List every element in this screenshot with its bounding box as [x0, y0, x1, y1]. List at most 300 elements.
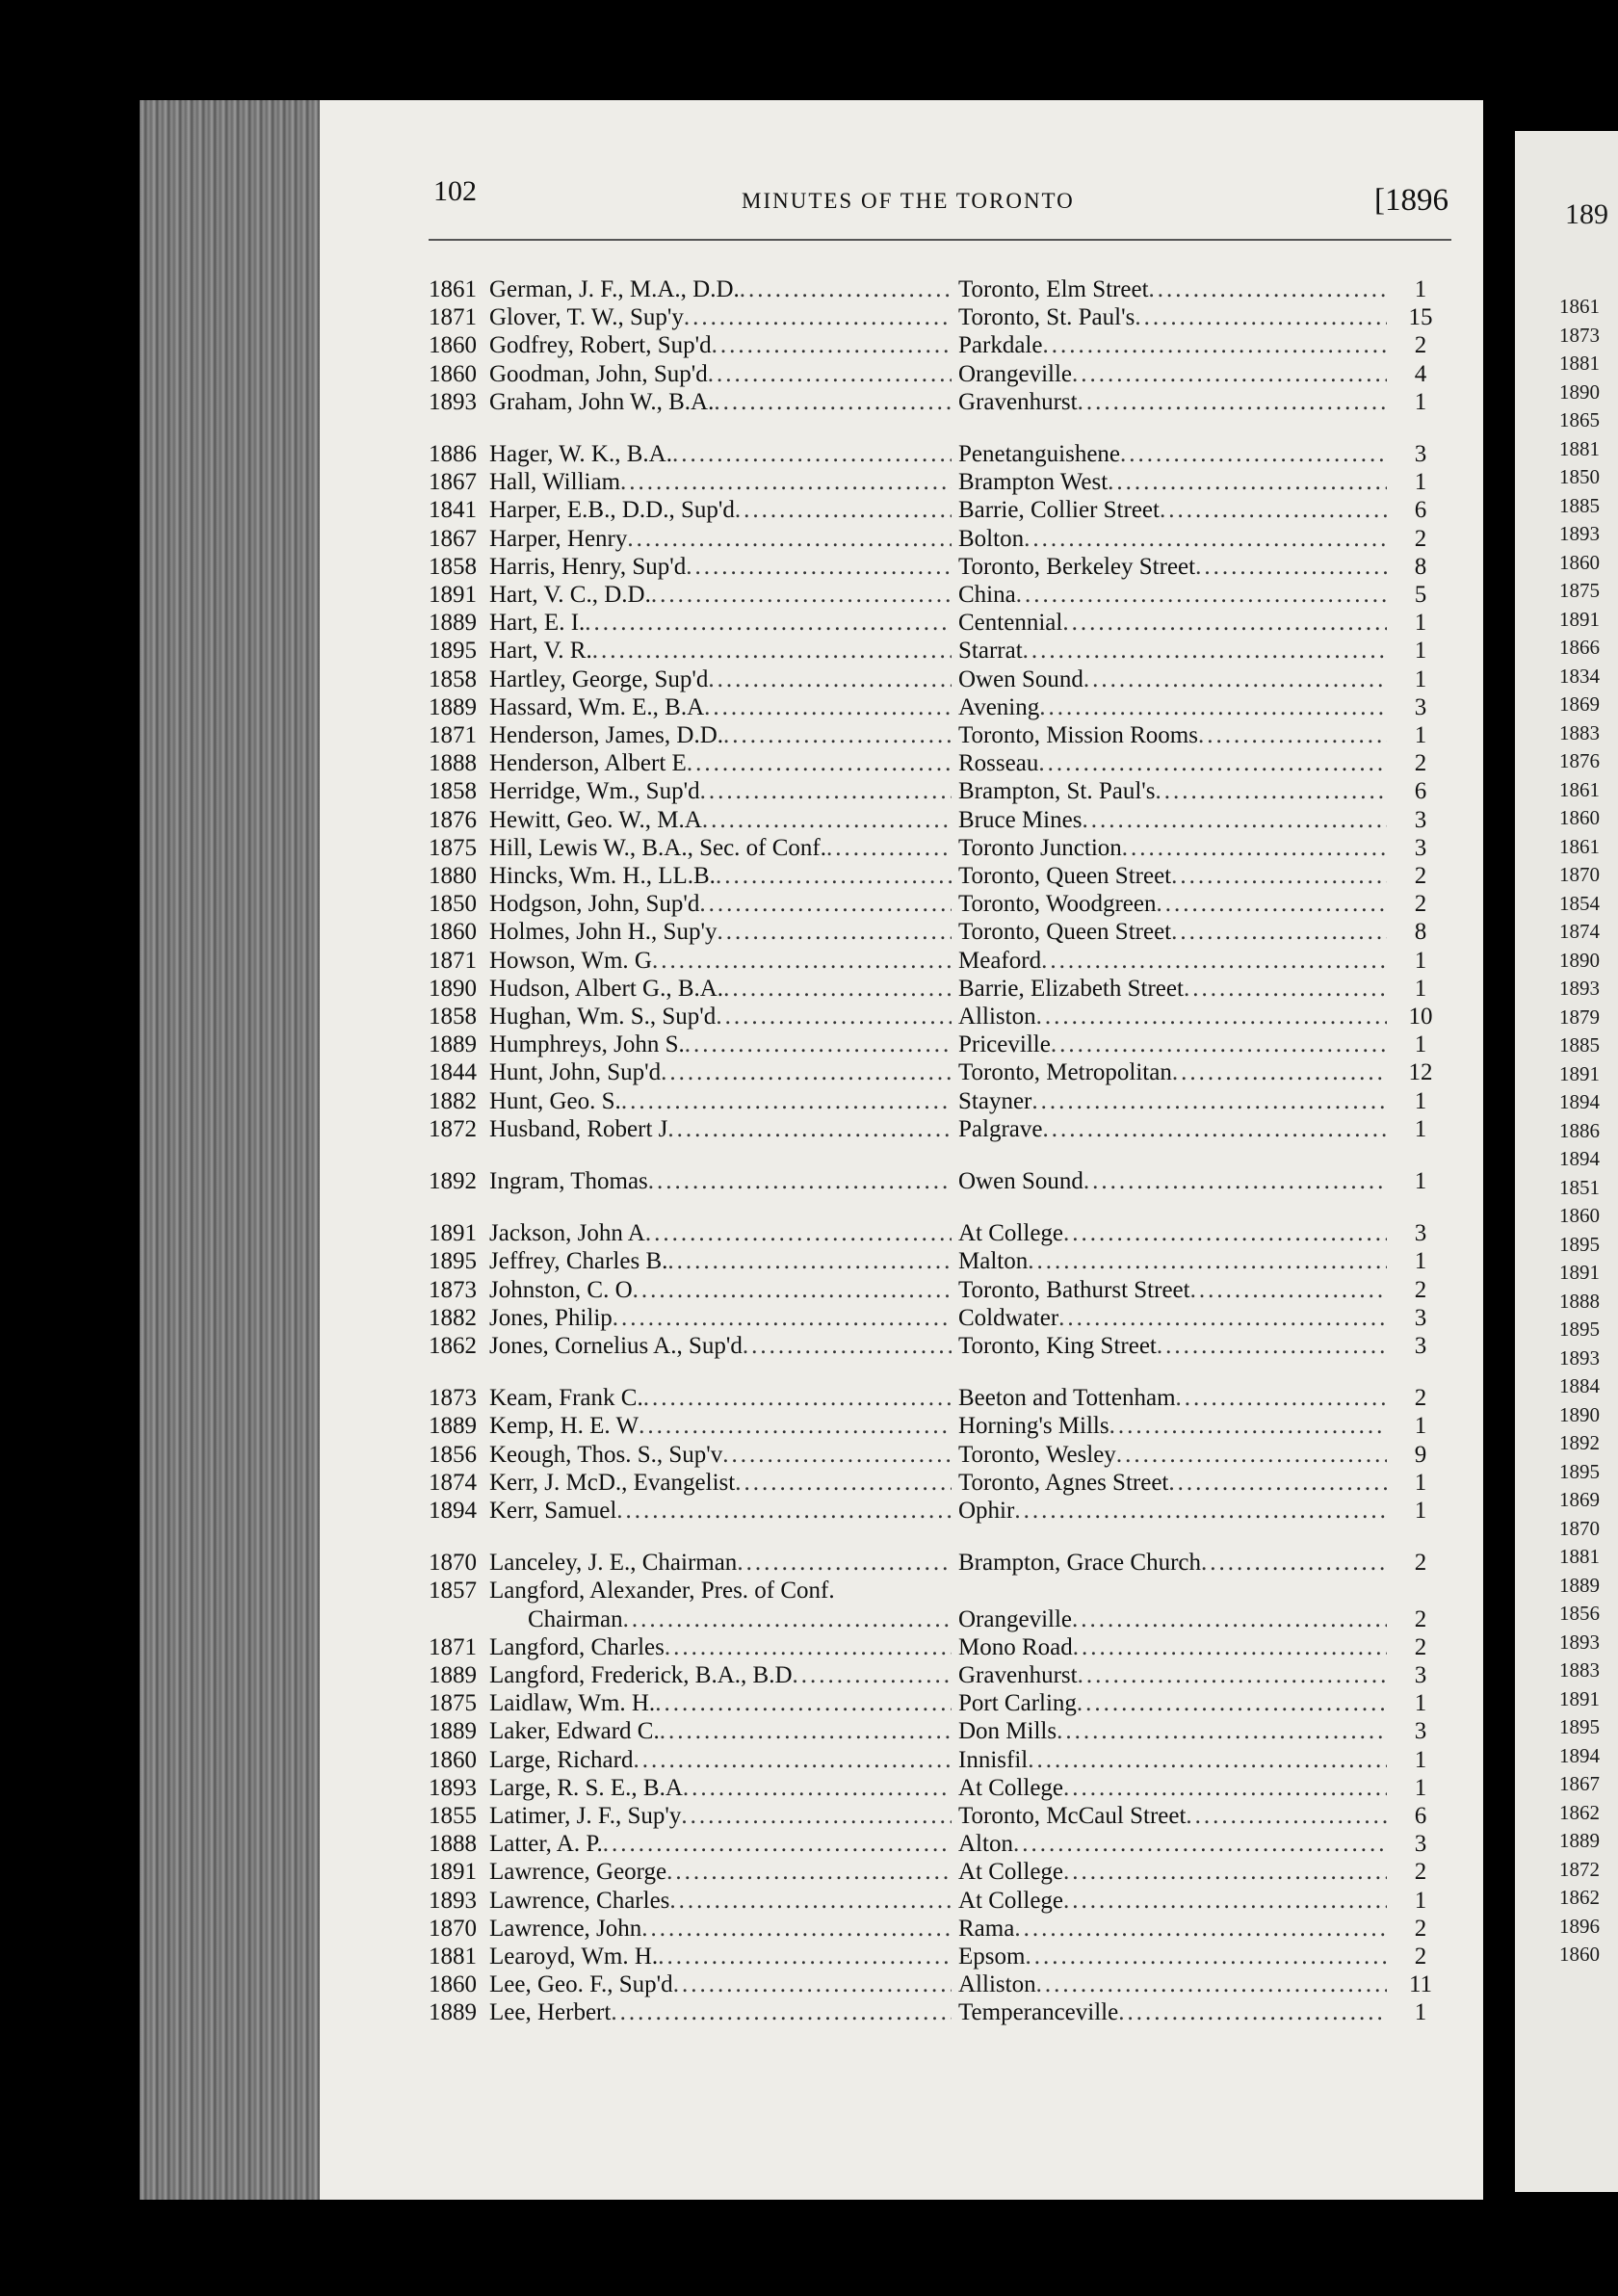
facing-page-year: 1861 — [1559, 295, 1600, 318]
entry-year: 1841 — [429, 497, 477, 524]
entry-year: 1881 — [429, 1944, 477, 1970]
entry-count: 4 — [1414, 360, 1427, 387]
entry-year: 1891 — [429, 582, 477, 608]
entry-station: Malton — [958, 1248, 1029, 1275]
table-row — [419, 553, 1459, 581]
facing-page-year: 1894 — [1559, 1743, 1600, 1767]
facing-page-year: 1851 — [1559, 1175, 1600, 1199]
entry-count: 1 — [1414, 722, 1427, 748]
facing-page-year: 1895 — [1559, 1715, 1600, 1738]
entry-name: Hassard, Wm. E., B.A — [489, 693, 705, 720]
entry-name: Kerr, J. McD., Evangelist — [489, 1469, 736, 1496]
entry-station: Toronto, Elm Street — [958, 276, 1149, 302]
entry-station: Orangeville — [958, 360, 1073, 387]
table-row — [419, 1633, 1459, 1661]
facing-page-year: 1893 — [1559, 1345, 1600, 1370]
table-row — [419, 275, 1459, 303]
entry-station: Meaford — [958, 947, 1042, 974]
entry-year: 1860 — [429, 1971, 477, 1998]
entry-year: 1857 — [429, 1578, 477, 1605]
entry-station: Temperanceville — [958, 1999, 1119, 2026]
facing-page-year: 1869 — [1559, 692, 1600, 716]
entry-count: 3 — [1414, 1220, 1427, 1247]
facing-page-year: 1862 — [1559, 1800, 1600, 1824]
entry-station: Gravenhurst — [958, 388, 1078, 415]
facing-page-year: 1862 — [1559, 1886, 1600, 1909]
facing-page-year: 1884 — [1559, 1374, 1600, 1397]
entry-count: 2 — [1414, 1915, 1427, 1942]
facing-page-year: 1893 — [1559, 1630, 1600, 1654]
facing-page-year: 1879 — [1559, 1004, 1600, 1029]
entry-count: 9 — [1414, 1441, 1427, 1468]
entry-year: 1895 — [429, 1248, 477, 1275]
entry-count: 1 — [1414, 610, 1427, 637]
table-row — [419, 468, 1459, 496]
facing-page-year: 1860 — [1559, 806, 1600, 829]
table-row — [419, 1115, 1459, 1143]
page-title: MINUTES OF THE TORONTO — [742, 189, 1075, 213]
entry-station: Bruce Mines — [958, 806, 1083, 833]
facing-page-year: 1890 — [1559, 379, 1600, 404]
entry-count: 2 — [1414, 1276, 1427, 1303]
table-row — [419, 1605, 1459, 1633]
entry-year: 1882 — [429, 1087, 477, 1114]
entry-station: Toronto, Bathurst Street — [958, 1276, 1190, 1303]
entry-name: Hart, E. I. — [489, 610, 586, 637]
entry-year: 1844 — [429, 1059, 477, 1086]
entry-station: Port Carling — [958, 1690, 1077, 1717]
entry-name: Hart, V. R. — [489, 638, 592, 665]
entry-name: Keam, Frank C. — [489, 1385, 643, 1412]
table-row — [419, 1332, 1459, 1360]
facing-page-year: 1860 — [1559, 1204, 1600, 1227]
entry-name: Johnston, C. O — [489, 1276, 633, 1303]
table-row — [419, 1717, 1459, 1745]
entry-count: 1 — [1414, 1774, 1427, 1801]
table-row — [419, 1276, 1459, 1304]
entry-name: German, J. F., M.A., D.D. — [489, 276, 740, 302]
table-row — [419, 1887, 1459, 1915]
entry-count: 2 — [1414, 1633, 1427, 1660]
entry-station: Centennial — [958, 610, 1063, 637]
facing-page-year: 1834 — [1559, 664, 1600, 688]
entry-year: 1860 — [429, 1746, 477, 1773]
facing-page-year: 1896 — [1559, 1914, 1600, 1938]
facing-page-year: 1860 — [1559, 1943, 1600, 1966]
table-row — [419, 1469, 1459, 1497]
entry-count: 12 — [1408, 1059, 1433, 1086]
entry-count: 2 — [1414, 1550, 1427, 1577]
entry-year: 1850 — [429, 891, 477, 918]
table-row — [419, 1549, 1459, 1577]
entry-name: Husband, Robert J — [489, 1115, 668, 1142]
entry-name: Harper, Henry — [489, 525, 628, 552]
entry-station: Toronto Junction — [958, 834, 1122, 861]
entry-station: At College — [958, 1859, 1064, 1886]
table-row — [419, 1746, 1459, 1774]
table-row — [419, 1167, 1459, 1195]
facing-page-year: 1893 — [1559, 977, 1600, 1000]
table-row — [419, 1661, 1459, 1689]
entry-name: Goodman, John, Sup'd — [489, 360, 708, 387]
table-row — [419, 388, 1459, 416]
entry-name: Large, Richard — [489, 1746, 634, 1773]
table-row — [419, 1943, 1459, 1970]
table-row — [419, 777, 1459, 805]
table-row — [419, 303, 1459, 331]
facing-page-year: 1885 — [1559, 493, 1600, 517]
entry-count: 2 — [1414, 1605, 1427, 1632]
header-year: [1896 — [1374, 183, 1448, 218]
entry-name: Ingram, Thomas — [489, 1168, 648, 1194]
entry-name: Laidlaw, Wm. H. — [489, 1690, 656, 1717]
entry-year: 1873 — [429, 1385, 477, 1412]
entry-station: Toronto, Woodgreen — [958, 891, 1157, 918]
entry-year: 1893 — [429, 1887, 477, 1914]
entry-name: Latter, A. P. — [489, 1831, 603, 1858]
entry-year: 1891 — [429, 1220, 477, 1247]
facing-page-year: 1860 — [1559, 550, 1600, 574]
entry-count: 3 — [1414, 1662, 1427, 1688]
entry-name: Herridge, Wm., Sup'd — [489, 778, 700, 805]
entry-name: Humphreys, John S. — [489, 1031, 685, 1058]
entry-name: Hall, William — [489, 469, 621, 496]
entry-count: 8 — [1414, 919, 1427, 946]
facing-page-year: 1874 — [1559, 920, 1600, 943]
page-edge-shading — [140, 100, 320, 2200]
facing-page-year: 1854 — [1559, 891, 1600, 915]
entry-count: 2 — [1414, 1859, 1427, 1886]
entry-count: 1 — [1414, 947, 1427, 974]
table-row — [419, 331, 1459, 359]
table-row — [419, 360, 1459, 388]
entry-station: Orangeville — [958, 1605, 1073, 1632]
entry-station: Gravenhurst — [958, 1662, 1078, 1688]
table-row — [419, 1441, 1459, 1469]
facing-page-year: 1866 — [1559, 636, 1600, 659]
entry-station: Owen Sound — [958, 1168, 1083, 1194]
table-row — [419, 1858, 1459, 1886]
entry-count: 5 — [1414, 582, 1427, 608]
table-row — [419, 496, 1459, 524]
entry-year: 1889 — [429, 1999, 477, 2026]
entry-count: 1 — [1414, 1469, 1427, 1496]
entry-year: 1889 — [429, 610, 477, 637]
entry-name: Glover, T. W., Sup'y — [489, 304, 684, 331]
facing-page-year: 1890 — [1559, 1402, 1600, 1426]
entry-station: Parkdale — [958, 332, 1043, 359]
entry-station: Mono Road — [958, 1633, 1073, 1660]
table-row — [419, 1058, 1459, 1086]
page-number: 102 — [433, 175, 477, 207]
entry-count: 1 — [1414, 1413, 1427, 1440]
entry-year: 1875 — [429, 834, 477, 861]
entry-station: Penetanguishene — [958, 441, 1121, 467]
entry-year: 1861 — [429, 276, 477, 302]
entry-count: 1 — [1414, 1887, 1427, 1914]
table-row — [419, 440, 1459, 468]
facing-page-year: 1850 — [1559, 465, 1600, 488]
entry-station: At College — [958, 1220, 1064, 1247]
entry-name: Langford, Alexander, Pres. of Conf. — [489, 1578, 835, 1605]
entry-count: 3 — [1414, 834, 1427, 861]
table-row — [419, 1219, 1459, 1247]
table-row — [419, 1003, 1459, 1031]
entry-name: Hager, W. K., B.A. — [489, 441, 672, 467]
entry-count: 8 — [1414, 553, 1427, 580]
facing-page-year: 1886 — [1559, 1118, 1600, 1142]
entry-name: Holmes, John H., Sup'y — [489, 919, 718, 946]
facing-page-year: 1870 — [1559, 1516, 1600, 1540]
table-row — [419, 1497, 1459, 1525]
facing-page-year: 1865 — [1559, 408, 1600, 431]
entry-station: Avening — [958, 693, 1040, 720]
facing-page-year: 1894 — [1559, 1090, 1600, 1113]
facing-page-year: 1894 — [1559, 1147, 1600, 1170]
entry-year: 1871 — [429, 1633, 477, 1660]
entry-name: Kemp, H. E. W — [489, 1413, 639, 1440]
facing-page-year: 1891 — [1559, 607, 1600, 631]
entry-station: Toronto, King Street — [958, 1333, 1157, 1359]
entry-station: Rama — [958, 1915, 1015, 1942]
entry-name: Laker, Edward C. — [489, 1718, 660, 1745]
entry-year: 1889 — [429, 1718, 477, 1745]
header-rule — [429, 239, 1451, 241]
entry-year: 1860 — [429, 360, 477, 387]
facing-page-year: 1891 — [1559, 1061, 1600, 1085]
table-row — [419, 637, 1459, 665]
entry-name: Hart, V. C., D.D. — [489, 582, 651, 608]
entry-count: 3 — [1414, 1831, 1427, 1858]
entry-count: 2 — [1414, 891, 1427, 918]
entry-name: Jones, Cornelius A., Sup'd — [489, 1333, 743, 1359]
facing-page-year: 1890 — [1559, 948, 1600, 972]
entry-station: Don Mills — [958, 1718, 1057, 1745]
entry-count: 1 — [1414, 276, 1427, 302]
table-row — [419, 665, 1459, 693]
entry-year: 1872 — [429, 1115, 477, 1142]
table-row — [419, 749, 1459, 777]
entry-count: 1 — [1414, 1746, 1427, 1773]
table-row — [419, 1384, 1459, 1412]
entry-year: 1889 — [429, 1662, 477, 1688]
table-row — [419, 1577, 1459, 1605]
table-row — [419, 525, 1459, 553]
entry-station: Toronto, Queen Street — [958, 863, 1172, 889]
entry-name: Latimer, J. F., Sup'y — [489, 1803, 682, 1829]
entry-station: Alton — [958, 1831, 1013, 1858]
entry-station: Toronto, Mission Rooms — [958, 722, 1198, 748]
entry-count: 2 — [1414, 1385, 1427, 1412]
facing-page-year: 1891 — [1559, 1686, 1600, 1710]
entry-count: 6 — [1414, 778, 1427, 805]
entry-station: Toronto, Wesley — [958, 1441, 1116, 1468]
table-row — [419, 1998, 1459, 2026]
entry-station: Beeton and Tottenham — [958, 1385, 1176, 1412]
entry-year: 1858 — [429, 778, 477, 805]
facing-page-year: 1883 — [1559, 1658, 1600, 1682]
table-row — [419, 834, 1459, 862]
entry-station: Barrie, Collier Street — [958, 497, 1160, 524]
entry-year: 1890 — [429, 975, 477, 1002]
table-row — [419, 1412, 1459, 1440]
facing-page-year: 1895 — [1559, 1459, 1600, 1483]
entry-count: 1 — [1414, 665, 1427, 692]
facing-page-year: 1889 — [1559, 1573, 1600, 1597]
entry-count: 1 — [1414, 1248, 1427, 1275]
entry-count: 3 — [1414, 693, 1427, 720]
entry-name: Graham, John W., B.A. — [489, 388, 715, 415]
entry-station: Innisfil — [958, 1746, 1029, 1773]
entry-count: 3 — [1414, 1718, 1427, 1745]
table-row — [419, 1689, 1459, 1717]
entry-year: 1888 — [429, 750, 477, 777]
entry-count: 1 — [1414, 1087, 1427, 1114]
entry-station: Toronto, Queen Street — [958, 919, 1172, 946]
table-row — [419, 890, 1459, 918]
table-row — [419, 1970, 1459, 1998]
table-row — [419, 1802, 1459, 1830]
entry-name: Chairman — [528, 1605, 623, 1632]
entry-year: 1886 — [429, 441, 477, 467]
entry-name: Lee, Geo. F., Sup'd — [489, 1971, 673, 1998]
entry-name: Lawrence, John — [489, 1915, 642, 1942]
entry-count: 1 — [1414, 638, 1427, 665]
entry-count: 2 — [1414, 525, 1427, 552]
entry-name: Hunt, Geo. S. — [489, 1087, 621, 1114]
entry-name: Hunt, John, Sup'd — [489, 1059, 662, 1086]
facing-page-year: 1870 — [1559, 863, 1600, 886]
entry-station: Alliston — [958, 1971, 1036, 1998]
entry-station: At College — [958, 1887, 1064, 1914]
entry-name: Lanceley, J. E., Chairman — [489, 1550, 738, 1577]
entry-count: 1 — [1414, 1168, 1427, 1194]
entry-name: Langford, Charles — [489, 1633, 665, 1660]
facing-page-year: 1881 — [1559, 352, 1600, 375]
entry-name: Hill, Lewis W., B.A., Sec. of Conf. — [489, 834, 826, 861]
entry-station: Bolton — [958, 525, 1025, 552]
entry-year: 1860 — [429, 332, 477, 359]
table-row — [419, 1031, 1459, 1058]
entry-station: Toronto, Berkeley Street — [958, 553, 1196, 580]
entry-year: 1888 — [429, 1831, 477, 1858]
facing-page-header: 189 — [1565, 198, 1608, 230]
entry-station: Ophir — [958, 1498, 1015, 1524]
facing-page-year: 1888 — [1559, 1289, 1600, 1313]
entry-name: Langford, Frederick, B.A., B.D — [489, 1662, 793, 1688]
entry-count: 1 — [1414, 1115, 1427, 1142]
entry-year: 1855 — [429, 1803, 477, 1829]
facing-page-year: 1856 — [1559, 1602, 1600, 1625]
entry-station: Toronto, McCaul Street — [958, 1803, 1187, 1829]
table-row — [419, 806, 1459, 834]
entry-count: 1 — [1414, 975, 1427, 1002]
entry-station: Priceville — [958, 1031, 1051, 1058]
entry-name: Henderson, James, D.D. — [489, 722, 724, 748]
facing-page-year: 1891 — [1559, 1261, 1600, 1284]
entry-station: Epsom — [958, 1944, 1026, 1970]
entry-year: 1870 — [429, 1550, 477, 1577]
facing-page-year: 1881 — [1559, 436, 1600, 460]
entry-station: Rosseau — [958, 750, 1039, 777]
entry-count: 2 — [1414, 863, 1427, 889]
facing-page-fragment — [1515, 131, 1618, 2192]
entry-year: 1876 — [429, 806, 477, 833]
entry-year: 1874 — [429, 1469, 477, 1496]
facing-page-year: 1869 — [1559, 1488, 1600, 1511]
facing-page-year: 1892 — [1559, 1431, 1600, 1454]
entry-name: Jackson, John A — [489, 1220, 645, 1247]
table-row — [419, 1830, 1459, 1858]
entry-station: Toronto, St. Paul's — [958, 304, 1135, 331]
entry-name: Jones, Philip — [489, 1304, 613, 1331]
entry-year: 1889 — [429, 1413, 477, 1440]
entry-name: Harris, Henry, Sup'd — [489, 553, 687, 580]
table-row — [419, 1247, 1459, 1275]
table-row — [419, 609, 1459, 637]
entry-name: Keough, Thos. S., Sup'v — [489, 1441, 723, 1468]
entry-count: 3 — [1414, 441, 1427, 467]
entry-station: Brampton, St. Paul's — [958, 778, 1156, 805]
entry-count: 1 — [1414, 469, 1427, 496]
table-row — [419, 1304, 1459, 1332]
entry-name: Harper, E.B., D.D., Sup'd — [489, 497, 735, 524]
entry-year: 1860 — [429, 919, 477, 946]
entry-year: 1867 — [429, 469, 477, 496]
facing-page-year: 1867 — [1559, 1772, 1600, 1795]
entry-name: Hodgson, John, Sup'd — [489, 891, 700, 918]
facing-page-year: 1885 — [1559, 1033, 1600, 1057]
entry-year: 1895 — [429, 638, 477, 665]
entry-name: Howson, Wm. G — [489, 947, 652, 974]
entry-name: Hartley, George, Sup'd — [489, 665, 709, 692]
entry-count: 1 — [1414, 1498, 1427, 1524]
facing-page-year: 1872 — [1559, 1857, 1600, 1881]
entry-count: 2 — [1414, 332, 1427, 359]
entry-station: Brampton, Grace Church — [958, 1550, 1202, 1577]
entry-name: Hughan, Wm. S., Sup'd — [489, 1004, 717, 1030]
facing-page-year: 1861 — [1559, 777, 1600, 801]
entry-name: Lawrence, George — [489, 1859, 667, 1886]
entry-name: Lee, Herbert — [489, 1999, 612, 2026]
facing-page-year: 1881 — [1559, 1545, 1600, 1568]
entry-year: 1889 — [429, 693, 477, 720]
entry-count: 3 — [1414, 1304, 1427, 1331]
entry-count: 2 — [1414, 1944, 1427, 1970]
table-row — [419, 1915, 1459, 1943]
entry-year: 1858 — [429, 553, 477, 580]
entry-year: 1891 — [429, 1859, 477, 1886]
entry-station: China — [958, 582, 1016, 608]
facing-page-year: 1893 — [1559, 522, 1600, 545]
entry-station: Coldwater — [958, 1304, 1059, 1331]
entry-name: Large, R. S. E., B.A — [489, 1774, 683, 1801]
entry-year: 1867 — [429, 525, 477, 552]
entry-station: Barrie, Elizabeth Street — [958, 975, 1184, 1002]
facing-page-year: 1895 — [1559, 1232, 1600, 1256]
entry-name: Kerr, Samuel — [489, 1498, 617, 1524]
facing-page-year: 1875 — [1559, 579, 1600, 602]
entry-year: 1858 — [429, 1004, 477, 1030]
entry-count: 2 — [1414, 750, 1427, 777]
entry-name: Hudson, Albert G., B.A. — [489, 975, 724, 1002]
entry-name: Learoyd, Wm. H. — [489, 1944, 659, 1970]
entry-year: 1893 — [429, 388, 477, 415]
entry-name: Jeffrey, Charles B. — [489, 1248, 668, 1275]
table-row — [419, 975, 1459, 1003]
entry-year: 1873 — [429, 1276, 477, 1303]
entry-year: 1871 — [429, 722, 477, 748]
